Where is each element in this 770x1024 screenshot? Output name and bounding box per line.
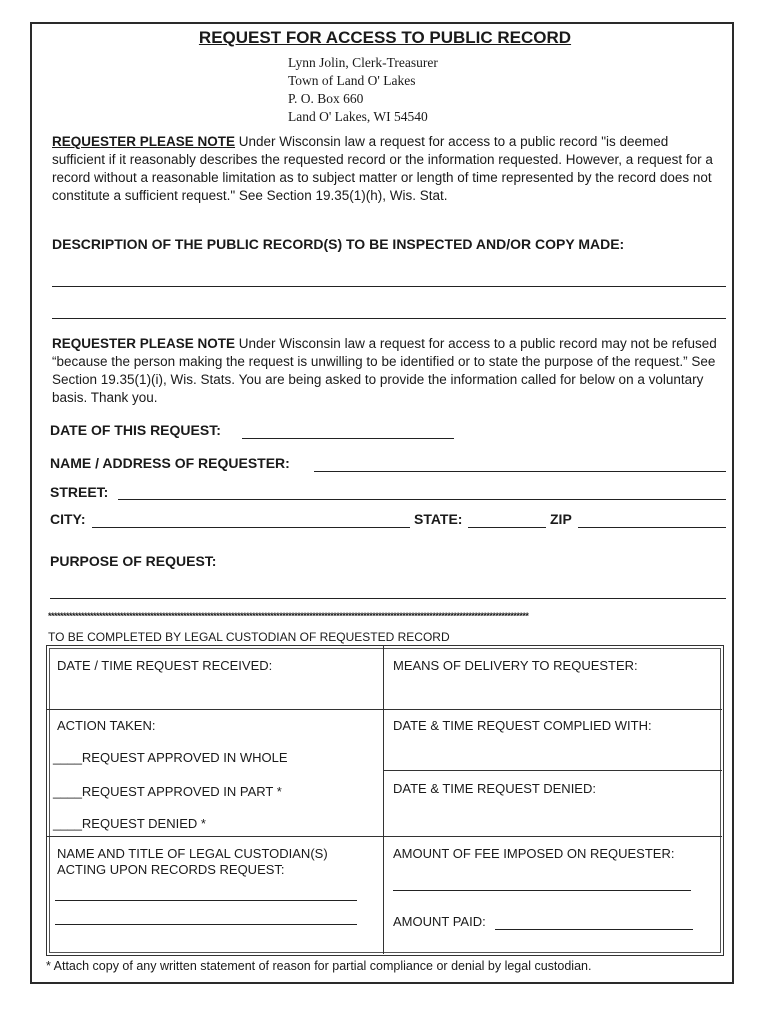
purpose-label: PURPOSE OF REQUEST: [50, 553, 217, 569]
city-field[interactable] [92, 527, 410, 528]
fee-imposed-field[interactable] [393, 890, 691, 891]
street-field[interactable] [118, 499, 726, 500]
state-field[interactable] [468, 527, 546, 528]
table-row-divider [47, 709, 722, 710]
custodian-name-line-2[interactable] [55, 924, 357, 925]
street-label: STREET: [50, 484, 109, 500]
note-label: REQUESTER PLEASE NOTE [52, 134, 236, 149]
requester-name-field[interactable] [314, 471, 726, 472]
description-line-2[interactable] [52, 318, 726, 319]
requester-note-sufficiency [52, 133, 724, 205]
address-line: Land O' Lakes, WI 54540 [288, 109, 428, 124]
purpose-field[interactable] [50, 598, 726, 599]
separator-stars: **************************************************************************************************************************************************************** [48, 611, 529, 621]
approved-part-option[interactable]: ____REQUEST APPROVED IN PART * [53, 784, 282, 799]
custodian-name-label: NAME AND TITLE OF LEGAL CUSTODIAN(S) [57, 846, 328, 861]
fee-imposed-label: AMOUNT OF FEE IMPOSED ON REQUESTER: [393, 846, 675, 861]
address-line: Town of Land O' Lakes [288, 73, 416, 88]
description-line-1[interactable] [52, 286, 726, 287]
means-delivery-label: MEANS OF DELIVERY TO REQUESTER: [393, 658, 638, 673]
requester-note-identity [52, 335, 724, 407]
date-denied-label: DATE & TIME REQUEST DENIED: [393, 781, 596, 796]
zip-label: ZIP [550, 511, 572, 527]
description-label: DESCRIPTION OF THE PUBLIC RECORD(S) TO BE INSPECTED AND/OR COPY MADE: [52, 236, 625, 252]
form-title: REQUEST FOR ACCESS TO PUBLIC RECORD [198, 28, 572, 47]
custodian-table [46, 645, 724, 956]
approved-whole-option[interactable]: ____REQUEST APPROVED IN WHOLE [53, 750, 288, 765]
custodian-section-header: TO BE COMPLETED BY LEGAL CUSTODIAN OF REQUESTED RECORD [48, 630, 450, 644]
table-column-divider [383, 646, 384, 954]
table-row-divider [383, 770, 722, 771]
date-of-request-label: DATE OF THIS REQUEST: [50, 422, 221, 438]
footnote: * Attach copy of any written statement of reason for partial compliance or denial by legal custodian. [46, 959, 592, 973]
address-line: P. O. Box 660 [288, 91, 364, 106]
table-inner-border [49, 648, 721, 953]
state-label: STATE: [414, 511, 463, 527]
city-label: CITY: [50, 511, 86, 527]
custodian-name-line-1[interactable] [55, 900, 357, 901]
date-of-request-field[interactable] [242, 438, 454, 439]
note-label: REQUESTER PLEASE NOTE [52, 336, 236, 351]
action-taken-label: ACTION TAKEN: [57, 718, 156, 733]
amount-paid-label: AMOUNT PAID: [393, 914, 486, 929]
clerk-address [288, 54, 438, 126]
date-complied-label: DATE & TIME REQUEST COMPLIED WITH: [393, 718, 652, 733]
date-received-label: DATE / TIME REQUEST RECEIVED: [57, 658, 273, 673]
note-text: Under Wisconsin law a request for access to a public record may not be refused “because the person making the request is unwilling to be identified or to state the purpose of the request.” See Section 19.35(1)(i), Wis. Stats. You are being asked to provide the information called for below on a voluntary basis. Thank you. [52, 336, 717, 405]
address-line: Lynn Jolin, Clerk-Treasurer [288, 55, 438, 70]
amount-paid-field[interactable] [495, 929, 693, 930]
denied-option[interactable]: ____REQUEST DENIED * [53, 816, 206, 831]
note-text: Under Wisconsin law a request for access to a public record "is deemed sufficient if it reasonably describes the requested record or the information requested. However, a request for a record without a reasonable limitation as to subject matter or length of time represented by the record does not constitute a sufficient request." See Section 19.35(1)(h), Wis. Stat. [52, 134, 713, 203]
requester-name-label: NAME / ADDRESS OF REQUESTER: [50, 455, 290, 471]
custodian-name-label-2: ACTING UPON RECORDS REQUEST: [57, 862, 285, 877]
zip-field[interactable] [578, 527, 726, 528]
table-row-divider [47, 836, 722, 837]
